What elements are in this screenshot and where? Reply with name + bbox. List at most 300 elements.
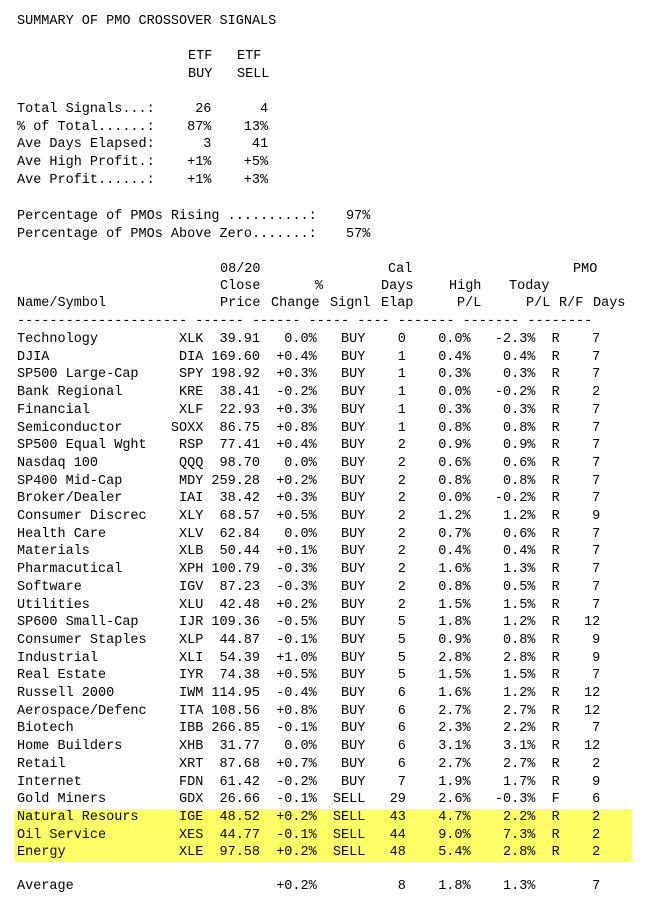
cell-today: 0.3% [503,367,536,383]
cell-symbol: XPH [179,562,204,578]
cell-change: +0.2% [276,809,317,825]
cell-symbol: XES [179,827,204,843]
cell-symbol: XLU [179,597,204,613]
cell-pmo-days: 2 [592,756,601,772]
cell-signal: BUY [341,703,366,719]
cell-elap: 48 [389,845,406,861]
cell-today: -0.3% [494,792,536,808]
cell-symbol: RSP [179,438,204,454]
cell-today: 0.8% [503,420,536,436]
cell-pmo-days: 12 [584,703,601,719]
cell-high: 1.6% [438,686,471,701]
cell-change: -0.4% [276,686,317,701]
cell-today: -2.3% [494,332,536,347]
cell-today: 1.2% [503,686,536,701]
cell-signal: BUY [341,686,366,701]
cell-rf: R [551,615,560,631]
cell-high: 0.7% [438,526,471,542]
cell-elap: 2 [397,526,406,542]
cell-elap: 5 [397,650,406,666]
cell-signal: BUY [341,349,366,365]
cell-signal: BUY [341,438,366,454]
cell-signal: SELL [332,792,366,808]
row-highlight [14,844,632,862]
cell-signal: BUY [341,509,366,524]
cell-name: Real Estate [17,668,107,684]
cell-rf: R [551,632,560,648]
cell-symbol: FDN [179,774,204,790]
cell-elap: 1 [397,385,406,401]
cell-high: 0.3% [438,367,471,383]
cell-symbol: SOXX [170,420,204,436]
cell-symbol: XHB [179,739,204,755]
cell-name: Technology [17,332,99,347]
cell-rf: R [551,544,560,560]
cell-name: Russell 2000 [17,686,115,701]
cell-price: 38.41 [219,385,261,401]
cell-name: Semiconductor [17,420,123,436]
cell-rf: R [551,845,560,861]
cell-price: 98.70 [219,455,261,471]
cell-symbol: IGV [179,579,204,595]
cell-high: 1.2% [438,509,471,524]
cell-symbol: XLI [179,650,204,666]
cell-symbol: DIA [179,349,204,365]
cell-symbol: IWM [179,686,204,701]
cell-price: 87.23 [219,579,261,595]
col-header-close: Close [220,279,261,294]
cell-signal: BUY [341,721,366,737]
cell-price: 77.41 [219,438,261,454]
cell-symbol: QQQ [179,455,204,471]
cell-high: 0.0% [438,332,471,347]
cell-rf: R [551,668,560,684]
cell-price: 259.28 [211,473,260,489]
cell-rf: R [551,579,560,595]
cell-change: +0.8% [276,420,317,436]
summary-label: Ave Profit......: [17,172,155,188]
summary-header-buy-2: BUY [188,67,213,82]
cell-name: Natural Resours [17,809,139,825]
cell-today: 0.5% [503,579,536,595]
cell-rf: R [551,402,560,418]
summary-label: Ave Days Elapsed: [17,137,155,153]
cell-high: 2.7% [438,703,471,719]
cell-rf: R [551,686,560,701]
cell-symbol: ITA [179,703,204,719]
cell-price: 48.52 [219,809,261,825]
cell-symbol: XRT [179,756,204,772]
cell-pmo-days: 7 [592,668,601,684]
pmo-above-zero-value: 57% [346,227,371,242]
cell-rf: R [551,473,560,489]
cell-pmo-days: 9 [592,509,601,524]
cell-signal: BUY [341,332,366,347]
cell-pmo-days: 7 [592,597,601,613]
cell-signal: BUY [341,526,366,542]
cell-signal: SELL [332,809,366,825]
cell-price: 38.42 [219,491,261,507]
header-underline: --------------------- ------ ------ ----- ---- ------- ------- -------- [17,314,593,329]
cell-today: 0.6% [503,526,536,542]
cell-price: 39.91 [219,332,261,347]
summary-buy-value: +1% [187,172,212,188]
cell-rf: R [551,509,560,524]
cell-name: Broker/Dealer [17,491,123,507]
cell-rf: R [551,597,560,613]
cell-price: 74.38 [219,668,261,684]
cell-price: 198.92 [211,367,260,383]
cell-name: DJIA [17,349,50,365]
cell-high: 9.0% [438,827,471,843]
cell-signal: BUY [341,615,366,631]
cell-change: +0.3% [276,491,317,507]
cell-name: SP500 Equal Wght [17,438,147,454]
cell-change: +1.0% [276,650,317,666]
cell-rf: R [551,721,560,737]
cell-symbol: XLE [179,845,204,861]
summary-label: Total Signals...: [17,102,155,117]
cell-change: -0.1% [276,792,317,808]
cell-name: Retail [17,756,66,772]
average-today-pl: 1.3% [503,879,536,894]
cell-price: 22.93 [219,402,261,418]
cell-pmo-days: 7 [592,455,601,471]
cell-rf: R [551,349,560,365]
cell-symbol: XLV [179,526,204,542]
cell-rf: R [551,739,560,755]
cell-price: 61.42 [219,774,261,790]
cell-elap: 44 [389,827,406,843]
average-days: 8 [397,879,406,894]
cell-price: 109.36 [211,615,260,631]
cell-change: +0.4% [276,438,317,454]
col-header-signal: Signl [330,296,371,311]
cell-change: 0.0% [284,455,317,471]
cell-elap: 2 [397,438,406,454]
cell-today: 1.3% [503,562,536,578]
cell-pmo-days: 2 [592,385,601,401]
summary-header-sell-1: ETF [237,49,262,64]
cell-today: 2.7% [503,756,536,772]
cell-rf: R [551,703,560,719]
cell-rf: R [551,562,560,578]
cell-pmo-days: 7 [592,544,601,560]
cell-elap: 5 [397,668,406,684]
cell-name: Internet [17,774,82,790]
cell-pmo-days: 2 [592,809,601,825]
cell-elap: 5 [397,632,406,648]
cell-signal: BUY [341,632,366,648]
cell-signal: BUY [341,650,366,666]
cell-today: 1.5% [503,668,536,684]
col-header-high-pl: P/L [457,296,482,311]
cell-pmo-days: 7 [592,438,601,454]
summary-sell-value: 13% [243,119,269,135]
summary-header-sell-2: SELL [237,67,270,82]
cell-symbol: XLB [179,544,204,560]
cell-signal: BUY [341,473,366,489]
cell-pmo-days: 7 [592,562,601,578]
cell-elap: 2 [397,455,406,471]
cell-signal: BUY [341,544,366,560]
cell-pmo-days: 12 [584,739,601,755]
summary-sell-value: 4 [260,102,269,117]
cell-name: Industrial [17,650,99,666]
cell-rf: R [551,774,560,790]
cell-elap: 43 [389,809,406,825]
cell-change: -0.3% [276,579,317,595]
col-header-days: Days [381,279,414,294]
cell-today: 0.4% [503,544,536,560]
pmo-rising-label: Percentage of PMOs Rising ..........: [17,209,317,224]
cell-today: 0.8% [503,473,536,489]
cell-name: Gold Miners [17,792,107,808]
cell-high: 3.1% [438,739,471,755]
cell-signal: BUY [341,562,366,578]
cell-change: -0.5% [276,615,317,631]
cell-signal: BUY [341,385,366,401]
cell-high: 2.8% [438,650,471,666]
col-header-high: High [449,279,482,294]
cell-high: 0.8% [438,473,471,489]
cell-change: -0.2% [276,385,317,401]
cell-rf: R [551,650,560,666]
cell-price: 42.48 [219,597,261,613]
cell-name: Consumer Discrec [17,509,147,524]
summary-buy-value: 3 [203,137,212,153]
cell-name: Bank Regional [17,385,123,401]
summary-buy-value: +1% [187,155,212,171]
cell-today: 1.7% [503,774,536,790]
cell-pmo-days: 7 [592,349,601,365]
cell-change: +0.5% [276,509,317,524]
cell-change: +0.2% [276,473,317,489]
cell-pmo-days: 2 [592,827,601,843]
cell-high: 2.3% [438,721,471,737]
col-header-pct: % [315,279,324,294]
cell-pmo-days: 9 [592,632,601,648]
cell-symbol: IGE [179,809,204,825]
cell-today: 0.8% [503,632,536,648]
cell-name: Oil Service [17,827,107,843]
cell-signal: BUY [341,579,366,595]
col-header-pmo: PMO [573,262,598,277]
cell-high: 5.4% [438,845,471,861]
col-header-name-symbol: Name/Symbol [17,296,107,311]
cell-today: 2.8% [503,650,536,666]
cell-change: +0.2% [276,597,317,613]
cell-name: Financial [17,402,90,418]
cell-today: 3.1% [503,739,536,755]
average-high-pl: 1.8% [438,879,471,894]
cell-price: 44.77 [219,827,261,843]
cell-elap: 1 [397,402,406,418]
cell-today: -0.2% [494,385,536,401]
cell-signal: BUY [341,420,366,436]
cell-today: 0.4% [503,349,536,365]
summary-label: Ave High Profit.: [17,155,155,171]
cell-high: 1.5% [438,668,471,684]
cell-symbol: XLF [179,402,204,418]
cell-signal: BUY [341,756,366,772]
cell-rf: R [551,809,560,825]
cell-name: Consumer Staples [17,632,147,648]
cell-change: 0.0% [284,332,317,347]
cell-symbol: MDY [179,473,204,489]
pmo-rising-value: 97% [346,209,371,224]
cell-elap: 29 [389,792,406,808]
cell-symbol: IYR [179,668,204,684]
average-label: Average [17,879,74,894]
cell-price: 100.79 [211,562,260,578]
summary-sell-value: +3% [243,172,269,188]
cell-pmo-days: 7 [592,491,601,507]
cell-change: -0.1% [276,721,317,737]
summary-label: % of Total......: [17,119,155,135]
cell-high: 0.9% [438,632,471,648]
cell-rf: R [551,827,560,843]
cell-price: 44.87 [219,632,261,648]
cell-today: 7.3% [503,827,536,843]
cell-rf: R [551,385,560,401]
cell-price: 97.58 [219,845,261,861]
cell-rf: R [551,420,560,436]
cell-pmo-days: 9 [592,774,601,790]
cell-price: 26.66 [219,792,261,808]
cell-elap: 2 [397,544,406,560]
cell-pmo-days: 9 [592,650,601,666]
cell-signal: BUY [341,455,366,471]
cell-signal: BUY [341,491,366,507]
cell-pmo-days: 7 [592,420,601,436]
cell-pmo-days: 7 [592,367,601,383]
cell-name: Biotech [17,721,74,737]
cell-change: -0.2% [276,774,317,790]
cell-today: 1.2% [503,509,536,524]
summary-buy-value: 87% [187,119,212,135]
cell-price: 68.57 [219,509,261,524]
cell-signal: BUY [341,597,366,613]
cell-symbol: IBB [179,721,204,737]
cell-change: +0.2% [276,845,317,861]
cell-high: 0.4% [438,349,471,365]
cell-change: -0.1% [276,827,317,843]
cell-price: 50.44 [219,544,261,560]
cell-price: 86.75 [219,420,261,436]
cell-today: 1.5% [503,597,536,613]
cell-name: Energy [17,845,66,861]
cell-signal: BUY [341,367,366,383]
cell-name: Home Builders [17,739,123,755]
cell-high: 0.6% [438,455,471,471]
cell-today: 2.8% [503,845,536,861]
cell-high: 1.8% [438,615,471,631]
row-highlight [14,827,632,845]
col-header-today-pl: P/L [526,296,551,311]
cell-pmo-days: 2 [592,845,601,861]
cell-high: 1.9% [438,774,471,790]
cell-price: 108.56 [211,703,260,719]
cell-symbol: GDX [179,792,204,808]
cell-change: 0.0% [284,526,317,542]
cell-high: 0.4% [438,544,471,560]
summary-buy-value: 26 [195,102,212,117]
cell-pmo-days: 6 [592,792,601,808]
cell-pmo-days: 7 [592,579,601,595]
cell-name: SP600 Small-Cap [17,615,139,631]
cell-high: 0.8% [438,579,471,595]
cell-elap: 6 [397,756,406,772]
cell-signal: SELL [332,827,366,843]
cell-high: 2.6% [438,792,471,808]
cell-pmo-days: 7 [592,526,601,542]
cell-elap: 1 [397,367,406,383]
cell-today: 0.6% [503,455,536,471]
cell-change: -0.3% [276,562,317,578]
cell-change: +0.7% [276,756,317,772]
cell-pmo-days: 12 [584,615,601,631]
cell-today: 2.7% [503,703,536,719]
cell-elap: 6 [397,686,406,701]
cell-signal: BUY [341,402,366,418]
cell-symbol: KRE [179,385,204,401]
summary-sell-value: +5% [243,155,269,171]
cell-change: -0.1% [276,632,317,648]
cell-pmo-days: 7 [592,332,601,347]
cell-elap: 1 [397,349,406,365]
col-header-price: Price [220,296,261,311]
cell-today: 1.2% [503,615,536,631]
cell-signal: BUY [341,668,366,684]
cell-today: 0.3% [503,402,536,418]
cell-price: 31.77 [219,739,261,755]
summary-sell-value: 41 [251,137,269,153]
cell-high: 0.9% [438,438,471,454]
cell-name: Utilities [17,597,90,613]
pmo-above-zero-label: Percentage of PMOs Above Zero.......: [17,227,317,242]
cell-symbol: XLP [179,632,204,648]
cell-elap: 1 [397,420,406,436]
cell-rf: R [551,491,560,507]
cell-pmo-days: 12 [584,686,601,701]
cell-rf: R [551,332,560,347]
cell-change: 0.0% [284,739,317,755]
col-header-date: 08/20 [220,262,261,277]
cell-name: SP400 Mid-Cap [17,473,123,489]
average-change: +0.2% [276,879,317,894]
cell-symbol: XLY [179,509,204,524]
cell-price: 87.68 [219,756,261,772]
cell-symbol: IJR [179,615,204,631]
cell-symbol: SPY [179,367,204,383]
cell-price: 114.95 [211,686,260,701]
cell-rf: F [551,792,560,808]
cell-elap: 2 [397,509,406,524]
cell-name: SP500 Large-Cap [17,367,139,383]
cell-pmo-days: 7 [592,473,601,489]
cell-today: 2.2% [503,721,536,737]
cell-pmo-days: 7 [592,402,601,418]
cell-symbol: IAI [179,491,204,507]
cell-high: 0.8% [438,420,471,436]
col-header-elapsed: Elap [381,296,414,311]
cell-rf: R [551,756,560,772]
cell-high: 2.7% [438,756,471,772]
cell-signal: BUY [341,739,366,755]
cell-symbol: XLK [179,332,204,347]
cell-elap: 2 [397,579,406,595]
